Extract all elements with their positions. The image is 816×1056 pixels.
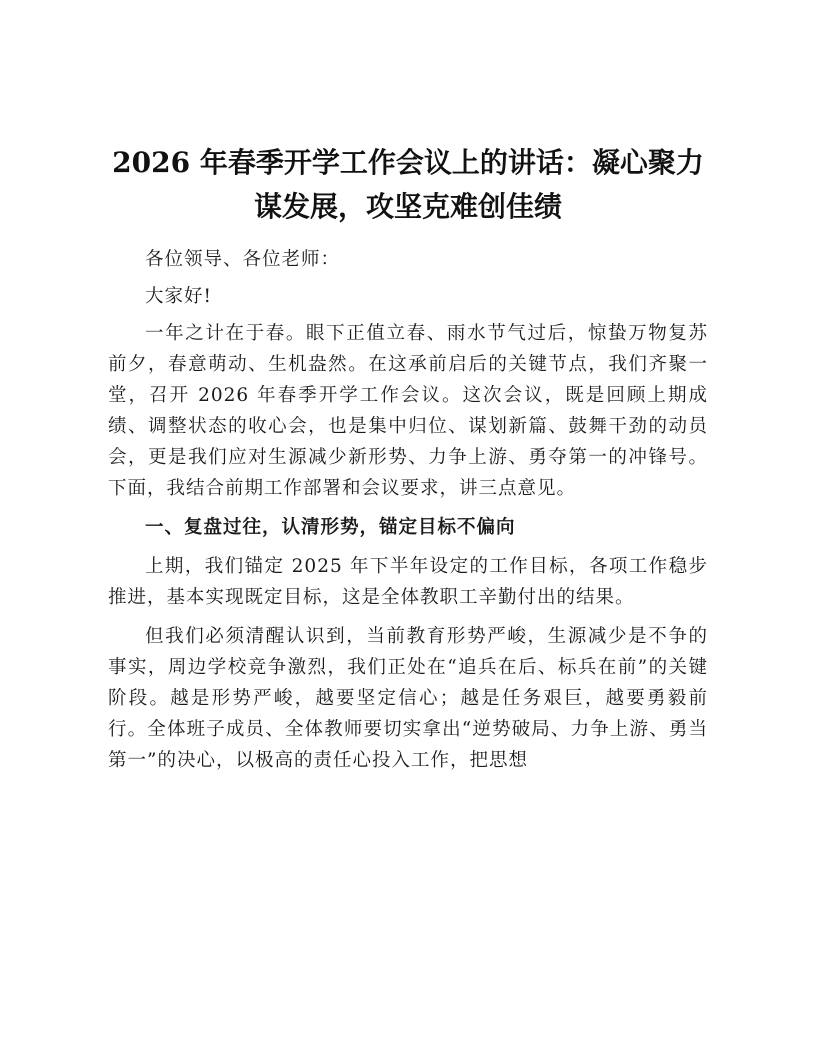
document-title-line-1: 2026 年春季开学工作会议上的讲话：凝心聚力 [112, 146, 704, 179]
salutation: 各位领导、各位老师： [145, 249, 341, 270]
document-title-line-2: 谋发展，攻坚克难创佳绩 [253, 190, 562, 223]
section-heading-1: 一、复盘过往，认清形势，锚定目标不偏向 [145, 517, 516, 538]
paragraph-intro: 一年之计在于春。眼下正值立春、雨水节气过后，惊蛰万物复苏前夕，春意萌动、生机盎然。在这承前启后的关键节点，我们齐聚一堂，召开 2026 年春季开学工作会议。这次会议，既是回顾上期成绩、调整状态的收心会，也是集中归位、谋划新篇、鼓舞干劲的动员会，更是我们应对生源减少新形势、力争上游、勇夺第一的冲锋号。下面，我结合前期工作部署和会议要求，讲三点意见。 [108, 323, 708, 499]
document-body [108, 244, 708, 784]
paragraph-situation: 但我们必须清醒认识到，当前教育形势严峻，生源减少是不争的事实，周边学校竞争激烈，我们正处在“追兵在后、标兵在前”的关键阶段。越是形势严峻，越要坚定信心；越是任务艰巨，越要勇毅前行。全体班子成员、全体教师要切实拿出“逆势破局、力争上游、勇当第一”的决心，以极高的责任心投入工作，把思想 [108, 626, 708, 771]
greeting: 大家好! [145, 286, 212, 307]
paragraph-review: 上期，我们锚定 2025 年下半年设定的工作目标，各项工作稳步推进，基本实现既定目标，这是全体教职工辛勤付出的结果。 [108, 556, 708, 608]
